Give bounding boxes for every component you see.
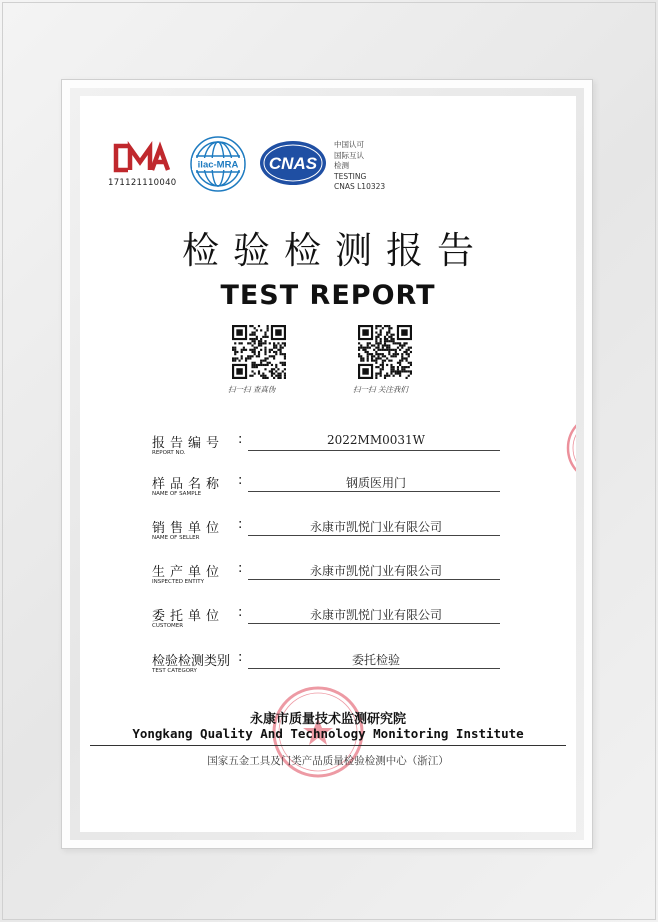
manufacturer-field	[152, 561, 502, 601]
accreditation-text	[334, 140, 385, 193]
institute-divider	[90, 745, 566, 746]
accreditation-line: CNAS L10323	[334, 182, 386, 191]
field-underline	[248, 668, 500, 669]
field-sublabel: REPORT NO.	[152, 450, 186, 456]
accreditation-line: 检测	[334, 161, 349, 170]
follow-qr-caption: 扫一扫 关注我们	[353, 385, 408, 394]
field-label: 报告编号	[152, 436, 225, 451]
sample-name-field	[152, 473, 502, 513]
sample-name-value: 钢质医用门	[345, 476, 406, 490]
customer-field	[152, 605, 502, 645]
field-sublabel: NAME OF SAMPLE	[152, 491, 202, 497]
field-label: 样品名称	[152, 477, 225, 492]
seller-field	[152, 517, 502, 557]
testing-center-name: 国家五金工具及门类产品质量检验检测中心（浙江）	[207, 755, 449, 767]
field-label: 委托单位	[152, 609, 225, 624]
cma-number: 171121110040	[108, 178, 177, 188]
field-colon: :	[238, 561, 243, 576]
field-sublabel: CUSTOMER	[152, 623, 184, 629]
follow-qr-code[interactable]	[358, 325, 412, 379]
cnas-text: CNAS	[268, 154, 318, 173]
seller-value: 永康市凯悦门业有限公司	[309, 520, 442, 534]
field-label: 检验检测类别	[152, 654, 231, 669]
ilac-text: ilac-MRA	[197, 159, 239, 171]
accreditation-line: 国际互认	[334, 150, 364, 160]
field-underline	[248, 535, 500, 536]
verify-qr-code[interactable]	[232, 325, 286, 379]
field-sublabel: INSPECTED ENTITY	[152, 579, 204, 585]
accreditation-line: TESTING	[334, 171, 367, 181]
cnas-logo	[258, 138, 328, 188]
institute-name-en: Yongkang Quality And Technology Monitoring Institute	[132, 726, 524, 741]
field-underline	[248, 623, 500, 624]
report-title-en: TEST REPORT	[220, 280, 436, 311]
institute-name-cn: 永康市质量技术监测研究院	[249, 712, 406, 727]
report-title-cn: 检验检测报告	[182, 229, 488, 272]
edge-seal-stamp	[562, 408, 576, 488]
report-page	[80, 96, 576, 832]
field-label: 销售单位	[152, 521, 225, 536]
customer-value: 永康市凯悦门业有限公司	[309, 608, 442, 622]
field-colon: :	[238, 432, 243, 447]
accreditation-line: 中国认可	[334, 140, 364, 149]
field-underline	[248, 579, 500, 580]
field-colon: :	[238, 473, 243, 488]
field-colon: :	[238, 517, 243, 532]
field-colon: :	[238, 650, 243, 665]
field-colon: :	[238, 605, 243, 620]
ilac-mra-logo	[188, 134, 248, 194]
report-number-value: 2022MM0031W	[327, 433, 425, 447]
field-sublabel: TEST CATEGORY	[152, 668, 197, 674]
field-label: 生产单位	[152, 565, 225, 580]
field-underline	[248, 450, 500, 451]
report-number-field	[152, 432, 502, 472]
manufacturer-value: 永康市凯悦门业有限公司	[309, 564, 442, 578]
test-category-value: 委托检验	[351, 653, 400, 667]
field-sublabel: NAME OF SELLER	[152, 535, 200, 541]
field-underline	[248, 491, 500, 492]
verify-qr-caption: 扫一扫 查真伪	[228, 385, 276, 394]
